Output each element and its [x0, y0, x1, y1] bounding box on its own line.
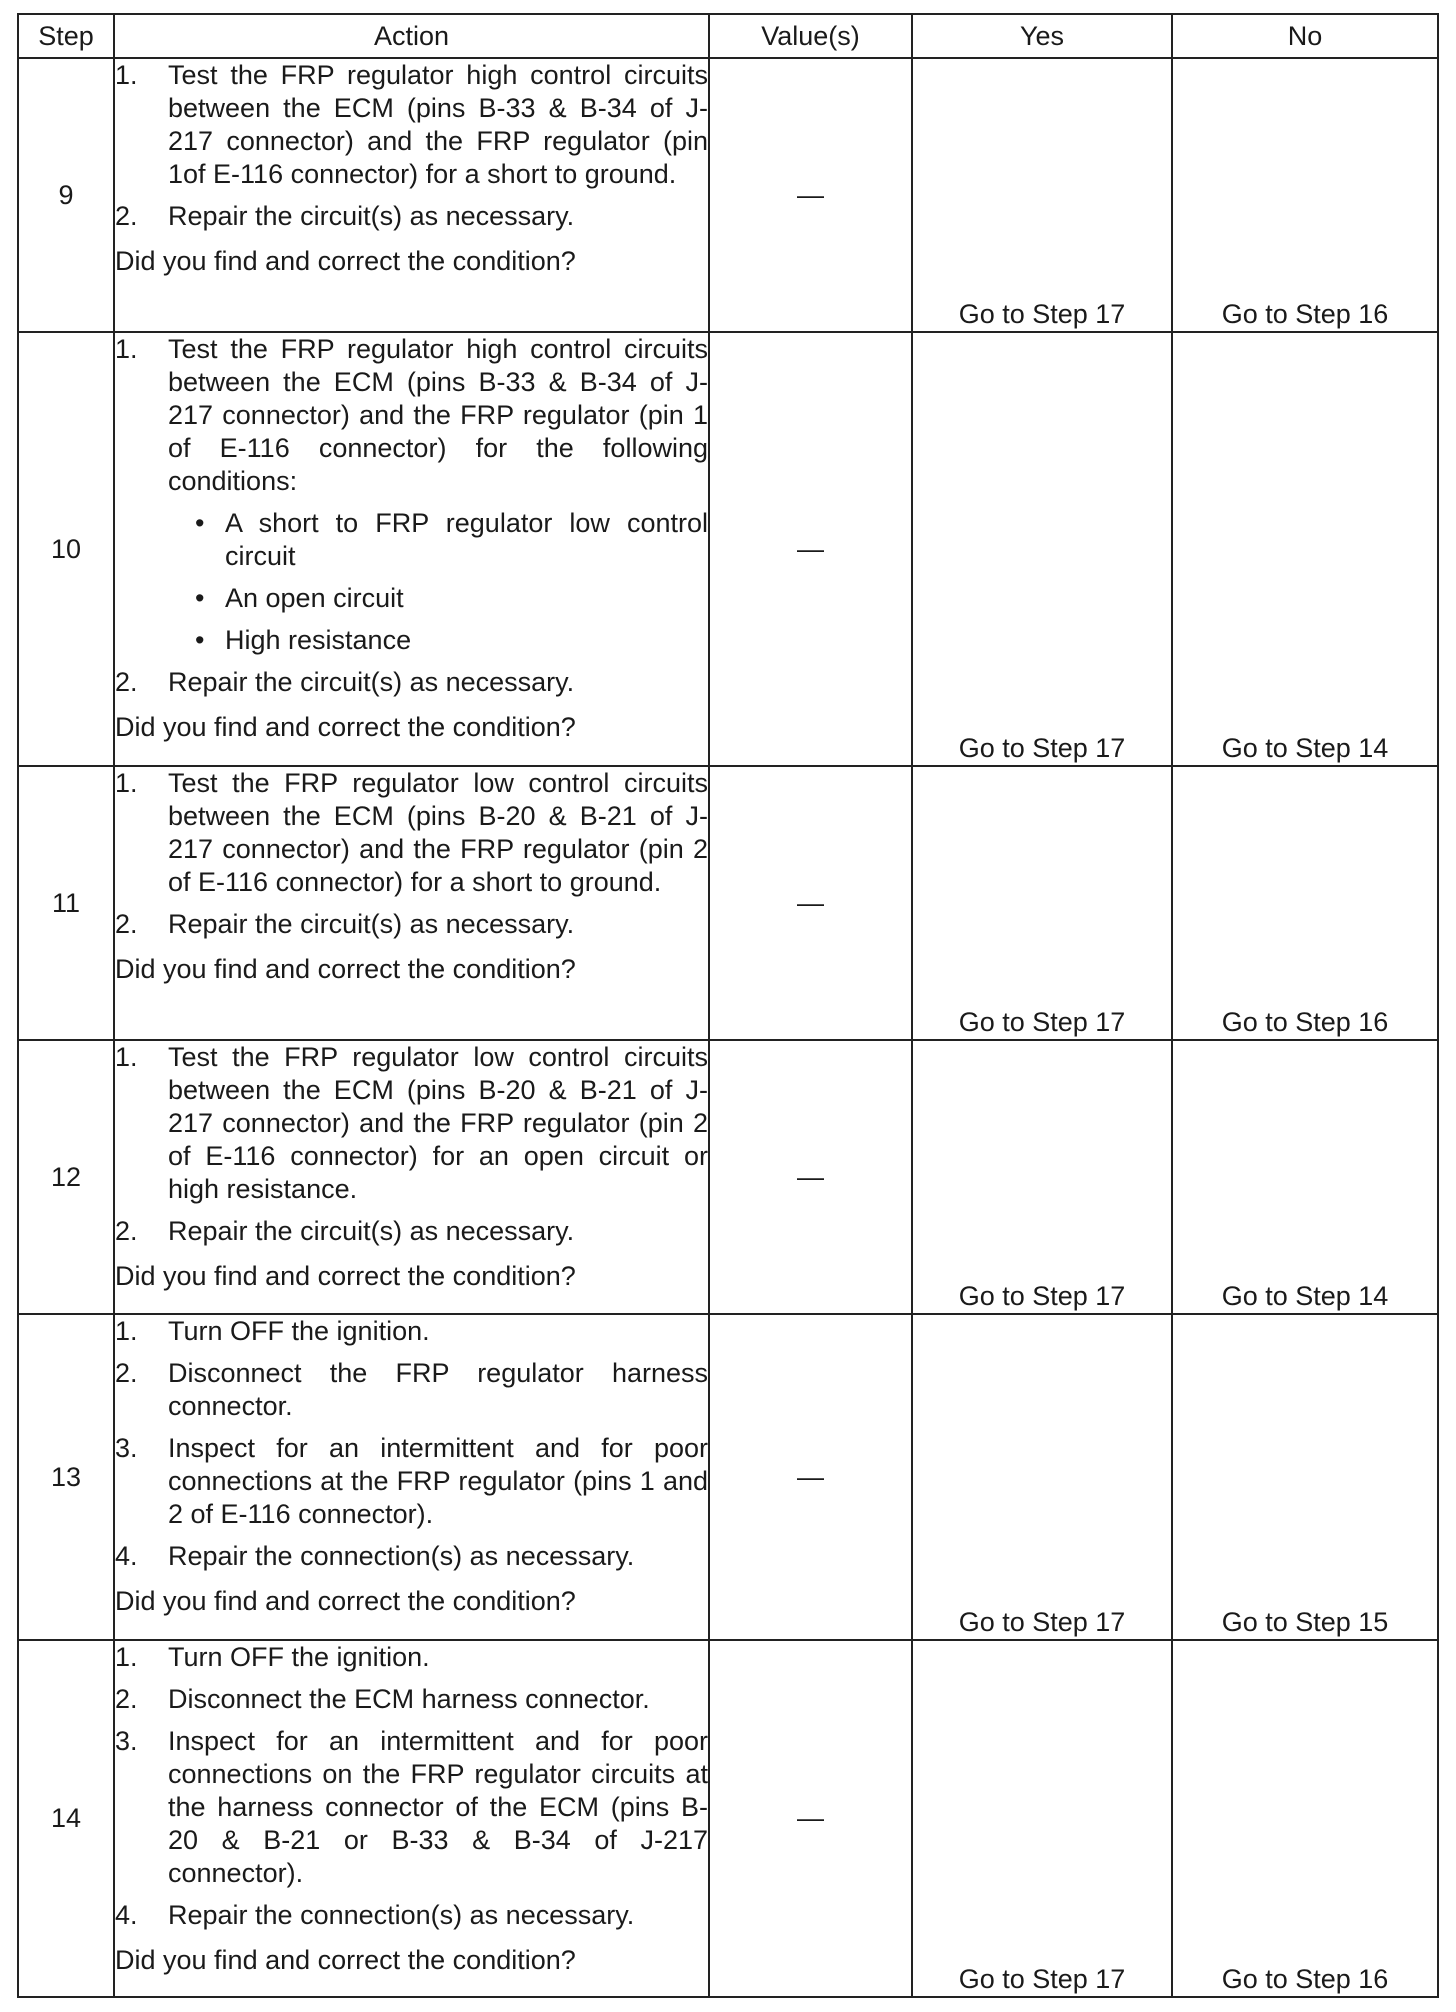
step-number: 11 [18, 766, 114, 1040]
item-number: 1. [115, 1042, 138, 1072]
no-link: Go to Step 16 [1172, 58, 1438, 332]
bullet-icon: • [195, 625, 205, 655]
header-step: Step [18, 14, 114, 58]
step-number: 9 [18, 58, 114, 332]
item-text: Repair the circuit(s) as necessary. [168, 1216, 575, 1246]
action-cell [114, 1040, 709, 1314]
step-number: 10 [18, 332, 114, 766]
step-number: 13 [18, 1314, 114, 1640]
action-item [115, 333, 708, 498]
step-number: 12 [18, 1040, 114, 1314]
action-item [115, 1041, 708, 1206]
item-text: Repair the connection(s) as necessary. [168, 1900, 635, 1930]
value-cell: — [709, 766, 912, 1040]
bullet-icon: • [195, 508, 205, 538]
question-text: Did you find and correct the condition? [115, 712, 576, 742]
action-item [115, 1641, 708, 1674]
item-number: 2. [115, 1684, 138, 1714]
item-number: 2. [115, 1358, 138, 1388]
header-values: Value(s) [709, 14, 912, 58]
item-text: Repair the connection(s) as necessary. [168, 1541, 635, 1571]
item-text: Turn OFF the ignition. [168, 1642, 430, 1672]
action-item [115, 59, 708, 191]
item-text: Repair the circuit(s) as necessary. [168, 667, 575, 697]
question-text: Did you find and correct the condition? [115, 1586, 576, 1616]
question-text: Did you find and correct the condition? [115, 954, 576, 984]
item-number: 2. [115, 1216, 138, 1246]
no-link: Go to Step 14 [1172, 332, 1438, 766]
diagnostic-page [17, 13, 1437, 1998]
item-text: Test the FRP regulator low control circuits between the ECM (pins B-20 & B-21 of J-217 connector) and the FRP regulator (pin 2 of E-116 connector) for a short to ground. [168, 768, 708, 897]
action-item [115, 200, 708, 233]
bullet-text: A short to FRP regulator low control circuit [225, 508, 708, 571]
item-text: Test the FRP regulator low control circuits between the ECM (pins B-20 & B-21 of J-217 connector) and the FRP regulator (pin 2 of E-116 connector) for an open circuit or high resistance. [168, 1042, 708, 1204]
bullet-icon: • [195, 583, 205, 613]
bullet-text: An open circuit [225, 583, 404, 613]
step-number: 14 [18, 1640, 114, 1997]
item-text: Disconnect the FRP regulator harness connector. [168, 1358, 708, 1421]
question-text: Did you find and correct the condition? [115, 1945, 576, 1975]
action-item [115, 1357, 708, 1423]
item-number: 3. [115, 1726, 138, 1756]
value-cell: — [709, 1640, 912, 1997]
action-item [115, 908, 708, 941]
bullet-text: High resistance [225, 625, 412, 655]
item-number: 2. [115, 201, 138, 231]
item-number: 1. [115, 768, 138, 798]
header-action: Action [114, 14, 709, 58]
action-item [115, 1683, 708, 1716]
item-number: 1. [115, 60, 138, 90]
yes-link: Go to Step 17 [912, 332, 1172, 766]
item-text: Repair the circuit(s) as necessary. [168, 201, 575, 231]
bullet-item [195, 624, 708, 657]
no-link: Go to Step 15 [1172, 1314, 1438, 1640]
action-cell [114, 1314, 709, 1640]
action-item [115, 1899, 708, 1932]
item-text: Test the FRP regulator high control circuits between the ECM (pins B-33 & B-34 of J-217 connector) and the FRP regulator (pin 1 of E-116 connector) for the following conditions: [168, 334, 708, 496]
yes-link: Go to Step 17 [912, 58, 1172, 332]
value-cell: — [709, 1314, 912, 1640]
value-cell: — [709, 1040, 912, 1314]
no-link: Go to Step 16 [1172, 766, 1438, 1040]
table-row [18, 58, 1438, 332]
action-item [115, 666, 708, 699]
no-link: Go to Step 16 [1172, 1640, 1438, 1997]
action-cell [114, 1640, 709, 1997]
header-yes: Yes [912, 14, 1172, 58]
question-text: Did you find and correct the condition? [115, 1261, 576, 1291]
bullet-item [195, 582, 708, 615]
item-number: 1. [115, 1642, 138, 1672]
item-number: 1. [115, 334, 138, 364]
action-item [115, 767, 708, 899]
item-text: Test the FRP regulator high control circuits between the ECM (pins B-33 & B-34 of J-217 connector) and the FRP regulator (pin 1of E-116 connector) for a short to ground. [168, 60, 708, 189]
item-number: 1. [115, 1316, 138, 1346]
action-item [115, 1315, 708, 1348]
item-text: Repair the circuit(s) as necessary. [168, 909, 575, 939]
item-text: Turn OFF the ignition. [168, 1316, 430, 1346]
table-row [18, 1640, 1438, 1997]
item-number: 4. [115, 1900, 138, 1930]
value-cell: — [709, 332, 912, 766]
table-header-row [18, 14, 1438, 58]
action-cell [114, 766, 709, 1040]
table-row [18, 1040, 1438, 1314]
action-item [115, 1725, 708, 1890]
item-number: 3. [115, 1433, 138, 1463]
yes-link: Go to Step 17 [912, 1040, 1172, 1314]
item-number: 2. [115, 667, 138, 697]
yes-link: Go to Step 17 [912, 1640, 1172, 1997]
action-item [115, 1540, 708, 1573]
yes-link: Go to Step 17 [912, 766, 1172, 1040]
no-link: Go to Step 14 [1172, 1040, 1438, 1314]
item-number: 2. [115, 909, 138, 939]
action-item [115, 1432, 708, 1531]
action-cell [114, 332, 709, 766]
table-row [18, 332, 1438, 766]
action-item [115, 1215, 708, 1248]
table-row [18, 766, 1438, 1040]
yes-link: Go to Step 17 [912, 1314, 1172, 1640]
bullet-item [195, 507, 708, 573]
item-text: Inspect for an intermittent and for poor connections on the FRP regulator circuits at the harness connector of the ECM (pins B-20 & B-21 or B-33 & B-34 of J-217 connector). [168, 1726, 708, 1888]
item-number: 4. [115, 1541, 138, 1571]
table-row [18, 1314, 1438, 1640]
action-cell [114, 58, 709, 332]
diagnostic-table [17, 13, 1439, 1998]
header-no: No [1172, 14, 1438, 58]
item-text: Disconnect the ECM harness connector. [168, 1684, 650, 1714]
question-text: Did you find and correct the condition? [115, 246, 576, 276]
item-text: Inspect for an intermittent and for poor connections at the FRP regulator (pins 1 and 2 of E-116 connector). [168, 1433, 708, 1529]
value-cell: — [709, 58, 912, 332]
